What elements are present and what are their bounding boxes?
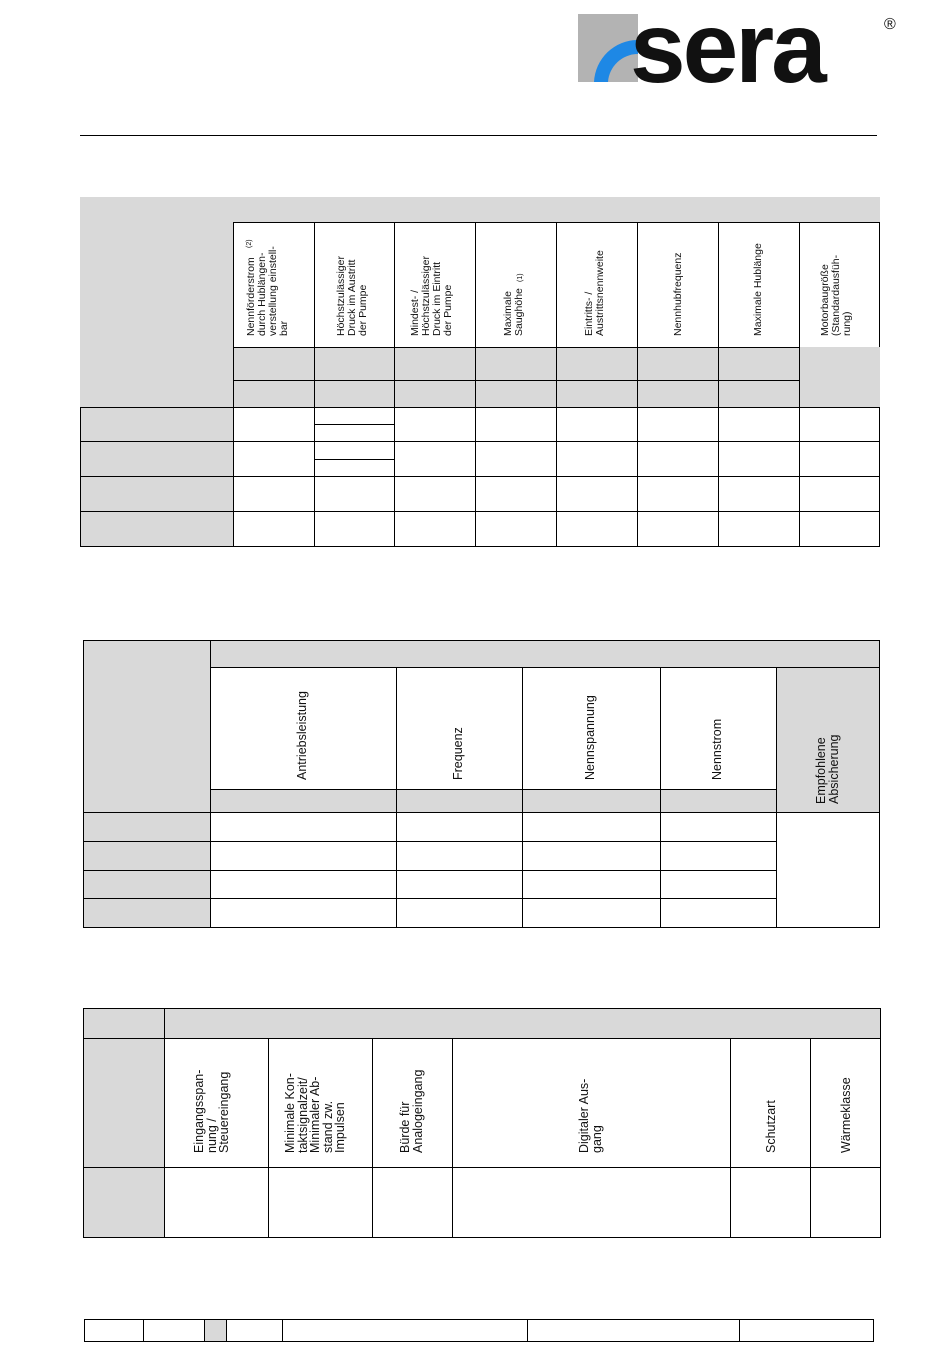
t2-header-d2: Frequenz [451, 727, 465, 780]
t2-h2 [83, 812, 880, 813]
t2-h0 [210, 667, 880, 668]
footer-grey-cell [204, 1320, 226, 1341]
t1-h2 [80, 441, 880, 442]
header-rule [80, 135, 877, 136]
t2-v3 [660, 667, 661, 928]
f-v1 [143, 1319, 144, 1342]
t1-v4 [475, 223, 476, 547]
t1-h1 [80, 407, 880, 408]
t1-footnote-c1: (2) [246, 239, 253, 248]
t1-v8 [799, 223, 800, 547]
f-v2 [204, 1319, 205, 1342]
t2-h3 [83, 841, 776, 842]
t1-v7 [718, 223, 719, 547]
t3-header-e5: Schutzart [764, 1100, 778, 1153]
table1-unit-band-last [799, 347, 880, 407]
t3-header-e3: Bürde für Analogeingang [398, 1069, 425, 1153]
logo-mark-icon [578, 14, 638, 82]
table1-unit-rule [233, 380, 799, 381]
t1-footnote-c4: (1) [517, 273, 524, 282]
t1-v2 [314, 223, 315, 547]
table2-unit-band [210, 789, 776, 812]
f-v4 [282, 1319, 283, 1342]
t3-h1 [83, 1167, 881, 1168]
t3-header-e2: Minimale Kon- taktsignalzeit/ Minimaler Ab- stand zw. Impulsen [283, 1073, 347, 1153]
t1-v5 [556, 223, 557, 547]
table1-corner [80, 197, 234, 407]
f-v6 [739, 1319, 740, 1342]
t3-header-e6: Wärmeklasse [839, 1077, 853, 1153]
t2-h4 [83, 870, 776, 871]
table2-row-labels [84, 641, 210, 927]
t3-header-e4: Digitaler Aus- gang [577, 1078, 604, 1153]
t2-h5 [83, 898, 776, 899]
t1-v6 [637, 223, 638, 547]
t1-h4 [80, 511, 880, 512]
t3-v4 [730, 1038, 731, 1238]
t1-header-c6: Nennhubfrequenz [672, 252, 684, 336]
t1-sub2 [314, 459, 394, 460]
t3-header-e1: Eingangsspan- nung / Steuereingang [192, 1069, 231, 1153]
t2-v4 [776, 667, 777, 928]
t1-sub1 [314, 424, 394, 425]
logo-wordmark: sera [630, 0, 824, 104]
t2-header-d4: Nennstrom [710, 718, 724, 780]
table1-unit-band [233, 347, 799, 407]
t3-v1 [268, 1038, 269, 1238]
t2-header-d5: Empfohlene Absicherung [814, 734, 841, 804]
t2-v2 [522, 667, 523, 928]
t2-header-d3: Nennspannung [583, 695, 597, 780]
t3-v2 [372, 1038, 373, 1238]
t2-header-d1: Antriebsleistung [295, 691, 309, 780]
t3-h0 [83, 1038, 881, 1039]
table1-group-header [233, 197, 880, 223]
t1-header-c8: Motorbaugröße (Standardausfüh- rung) [819, 254, 853, 336]
t3-v0 [164, 1008, 165, 1238]
t1-header-c1: Nennförderstrom durch Hublängen- verstellung einstell- bar [245, 246, 290, 336]
t1-header-c7: Maximale Hublänge [752, 243, 764, 336]
t3-v5 [810, 1038, 811, 1238]
t2-v0 [210, 640, 211, 928]
t3-v3 [452, 1038, 453, 1238]
f-v5 [527, 1319, 528, 1342]
t2-h1 [210, 789, 776, 790]
t1-header-c3: Mindest- / Höchstzulässiger Druck im Eintritt der Pumpe [409, 256, 454, 336]
f-v3 [226, 1319, 227, 1342]
table3-row-labels [84, 1009, 164, 1237]
t2-v1 [396, 667, 397, 928]
t1-v3 [394, 223, 395, 547]
t1-v1 [233, 223, 234, 547]
t1-h3 [80, 476, 880, 477]
table3-group-header [164, 1009, 880, 1039]
table2-group-header [210, 641, 879, 667]
t1-header-c4: Maximale Saughöhe [502, 288, 525, 336]
registered-mark: ® [884, 16, 896, 33]
footer-frame [84, 1319, 874, 1342]
t1-header-c5: Eintritts- / Austrittsnennweite [583, 250, 606, 336]
t1-header-c2: Höchstzulässiger Druck im Austritt der Pumpe [335, 256, 369, 336]
